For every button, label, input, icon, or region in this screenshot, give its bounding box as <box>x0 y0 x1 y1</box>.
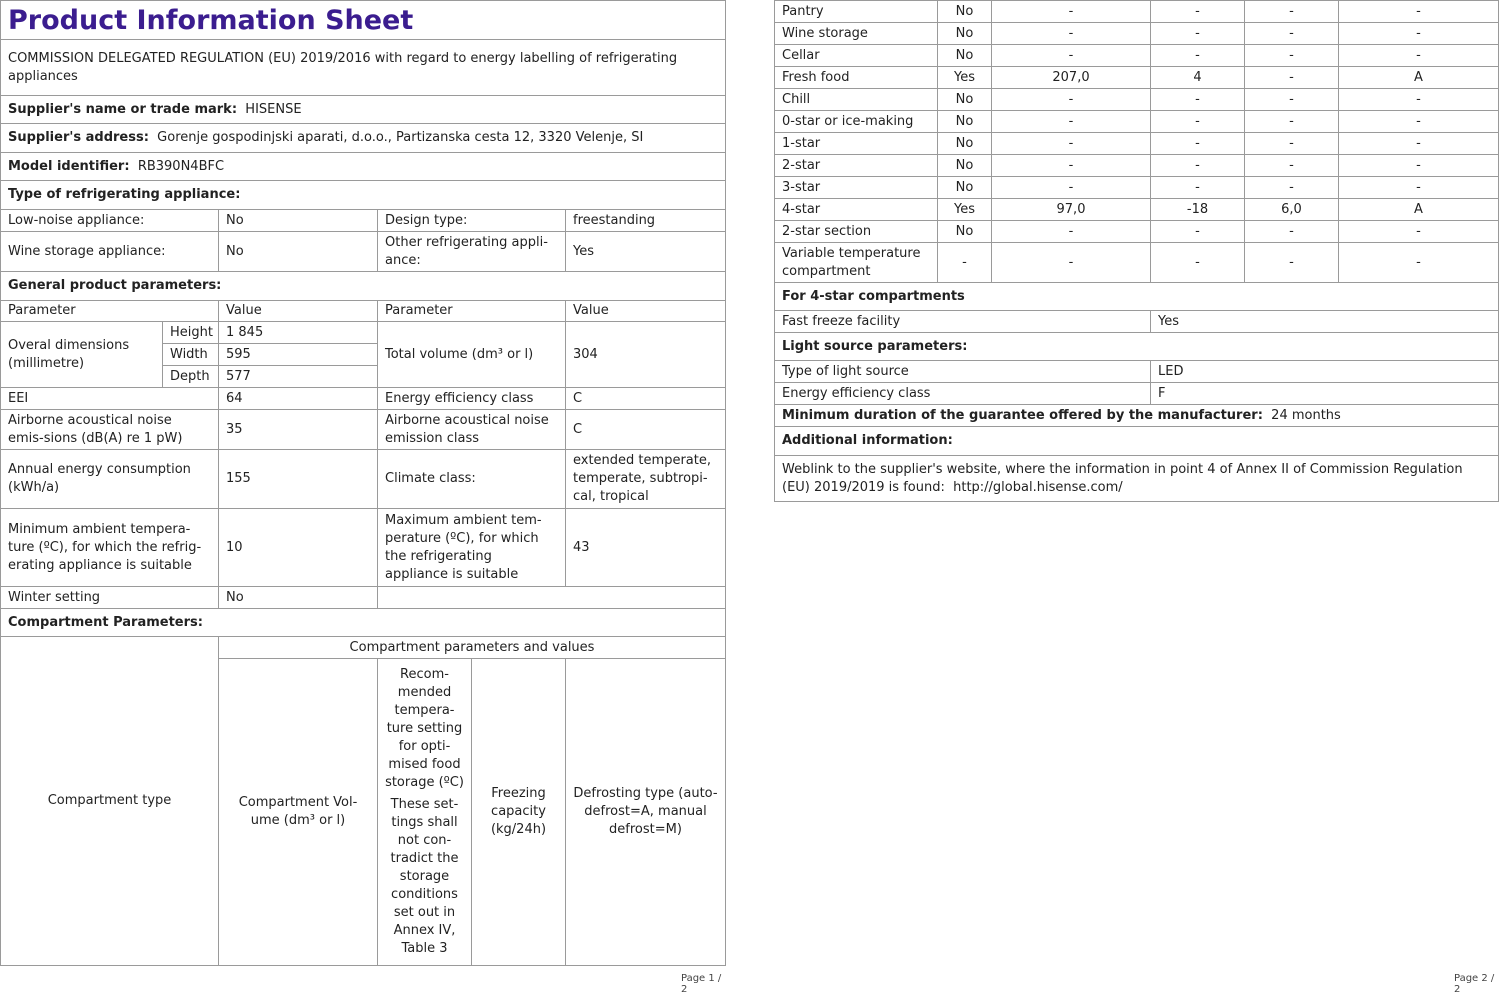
eec-label: Energy efficiency class <box>378 388 566 410</box>
compartment-freezing-cell: - <box>1245 221 1339 243</box>
compartment-group-header: Compartment parameters and values <box>219 637 726 659</box>
eei-label: EEI <box>1 388 219 410</box>
compartment-type-cell: Wine storage <box>775 23 938 45</box>
other-appliance-label: Other refrigerating appli-ance: <box>378 232 566 272</box>
total-volume-label: Total volume (dm³ or l) <box>378 322 566 388</box>
compartment-heading: Compartment Parameters: <box>1 609 726 637</box>
regulation-text: COMMISSION DELEGATED REGULATION (EU) 2019/2016 with regard to energy labelling of refrigerating appliances <box>1 40 726 96</box>
compartment-defrost-cell: - <box>1339 243 1499 283</box>
compartment-freezing-cell: - <box>1245 243 1339 283</box>
compartment-type-cell: Variable temperature compartment <box>775 243 938 283</box>
page-1 <box>0 0 726 995</box>
weblink-row <box>775 456 1499 502</box>
other-appliance-value: Yes <box>566 232 726 272</box>
light-type-value: LED <box>1151 361 1499 383</box>
low-noise-value: No <box>219 210 378 232</box>
compartment-present-cell: No <box>938 133 992 155</box>
supplier-name-value: HISENSE <box>245 101 302 117</box>
four-star-heading: For 4-star compartments <box>775 283 1499 311</box>
compartment-row <box>775 67 1499 89</box>
eec-value: C <box>566 388 726 410</box>
compartment-defrost-cell: A <box>1339 199 1499 221</box>
compartment-freezing-cell: - <box>1245 45 1339 67</box>
compartment-temp-cell: - <box>1151 45 1245 67</box>
compartment-volume-cell: - <box>992 111 1151 133</box>
supplier-name-row <box>1 96 726 124</box>
compartment-type-cell: Fresh food <box>775 67 938 89</box>
annual-energy-label: Annual energy consumption (kWh/a) <box>1 450 219 509</box>
fast-freeze-label: Fast freeze facility <box>775 311 1151 333</box>
value-header: Value <box>219 301 378 322</box>
compartment-volume-header: Compartment Vol-ume (dm³ or l) <box>219 659 378 966</box>
compartment-volume-cell: - <box>992 23 1151 45</box>
compartment-present-cell: No <box>938 89 992 111</box>
compartment-defrost-cell: - <box>1339 111 1499 133</box>
winter-setting-value: No <box>219 587 378 609</box>
compartment-row <box>775 177 1499 199</box>
weblink-label: Weblink to the supplier's website, where the information in point 4 of Annex II of Commission Regulation (EU) 2019/2019 is found: <box>782 461 1463 495</box>
compartment-row <box>775 221 1499 243</box>
additional-heading: Additional information: <box>775 427 1499 456</box>
depth-label: Depth <box>163 366 219 388</box>
climate-class-label: Climate class: <box>378 450 566 509</box>
page-number-2: Page 2 / 2 <box>1454 973 1495 995</box>
light-type-label: Type of light source <box>775 361 1151 383</box>
model-row <box>1 153 726 181</box>
compartment-freezing-cell: - <box>1245 1 1339 23</box>
compartment-row <box>775 1 1499 23</box>
compartment-present-cell: No <box>938 155 992 177</box>
page-title: Product Information Sheet <box>1 1 726 40</box>
light-heading: Light source parameters: <box>775 333 1499 361</box>
empty-cell <box>378 587 726 609</box>
supplier-address-row <box>1 124 726 153</box>
compartment-freezing-cell: - <box>1245 177 1339 199</box>
compartment-temp-cell: - <box>1151 221 1245 243</box>
sheet-table-page1 <box>0 0 726 966</box>
compartment-row <box>775 89 1499 111</box>
design-type-label: Design type: <box>378 210 566 232</box>
light-eec-value: F <box>1151 383 1499 405</box>
compartment-volume-cell: 97,0 <box>992 199 1151 221</box>
compartment-defrost-cell: - <box>1339 221 1499 243</box>
compartment-volume-cell: - <box>992 133 1151 155</box>
compartment-present-cell: No <box>938 177 992 199</box>
supplier-address-value: Gorenje gospodinjski aparati, d.o.o., Partizanska cesta 12, 3320 Velenje, SI <box>157 130 644 145</box>
guarantee-row <box>775 405 1499 427</box>
light-eec-label: Energy efficiency class <box>775 383 1151 405</box>
compartment-present-cell: - <box>938 243 992 283</box>
compartment-temp-cell: - <box>1151 133 1245 155</box>
compartment-row <box>775 243 1499 283</box>
compartment-row <box>775 111 1499 133</box>
compartment-volume-cell: - <box>992 155 1151 177</box>
guarantee-label: Minimum duration of the guarantee offered by the manufacturer: <box>782 407 1263 423</box>
general-heading: General product parameters: <box>1 272 726 301</box>
compartment-temp-cell: 4 <box>1151 67 1245 89</box>
min-ambient-label: Minimum ambient tempera-ture (ºC), for which the refrig-erating appliance is suitable <box>1 509 219 587</box>
compartment-defrost-cell: - <box>1339 1 1499 23</box>
compartment-volume-cell: - <box>992 243 1151 283</box>
compartment-type-cell: 1-star <box>775 133 938 155</box>
weblink-value[interactable]: http://global.hisense.com/ <box>953 479 1123 495</box>
width-value: 595 <box>219 344 378 366</box>
min-ambient-value: 10 <box>219 509 378 587</box>
type-heading: Type of refrigerating appliance: <box>1 181 726 210</box>
compartment-freezing-cell: - <box>1245 67 1339 89</box>
sheet-table-page2 <box>774 0 1499 502</box>
compartment-row <box>775 155 1499 177</box>
compartment-type-header: Compartment type <box>1 637 219 966</box>
compartment-freezing-cell: 6,0 <box>1245 199 1339 221</box>
max-ambient-label: Maximum ambient tem-perature (ºC), for which the refrigerating appliance is suitable <box>378 509 566 587</box>
climate-class-value: extended temperate, temperate, subtropi-cal, tropical <box>566 450 726 509</box>
recommended-temp-text: Recom-mended tempera-ture setting for opti-mised food storage (ºC) <box>385 667 464 790</box>
compartment-volume-cell: - <box>992 177 1151 199</box>
compartment-present-cell: Yes <box>938 199 992 221</box>
compartment-row <box>775 45 1499 67</box>
compartment-type-cell: 0-star or ice-making <box>775 111 938 133</box>
eei-value: 64 <box>219 388 378 410</box>
compartment-freezing-cell: - <box>1245 155 1339 177</box>
compartment-rows <box>775 1 1499 283</box>
compartment-volume-cell: - <box>992 89 1151 111</box>
model-label: Model identifier: <box>8 158 130 174</box>
compartment-row <box>775 133 1499 155</box>
compartment-type-cell: 2-star section <box>775 221 938 243</box>
param-header-2: Parameter <box>378 301 566 322</box>
compartment-type-cell: Pantry <box>775 1 938 23</box>
wine-storage-value: No <box>219 232 378 272</box>
width-label: Width <box>163 344 219 366</box>
compartment-defrost-cell: A <box>1339 67 1499 89</box>
compartment-defrost-cell: - <box>1339 89 1499 111</box>
page-number-1: Page 1 / 2 <box>681 973 722 995</box>
dimensions-label: Overal dimensions (millimetre) <box>1 322 163 388</box>
defrosting-type-header: Defrosting type (auto-defrost=A, manual defrost=M) <box>566 659 726 966</box>
compartment-type-cell: Chill <box>775 89 938 111</box>
winter-setting-label: Winter setting <box>1 587 219 609</box>
compartment-present-cell: Yes <box>938 67 992 89</box>
design-type-value: freestanding <box>566 210 726 232</box>
noise-class-value: C <box>566 410 726 450</box>
compartment-type-cell: 2-star <box>775 155 938 177</box>
compartment-freezing-cell: - <box>1245 89 1339 111</box>
fast-freeze-value: Yes <box>1151 311 1499 333</box>
compartment-defrost-cell: - <box>1339 45 1499 67</box>
recommended-temp-header <box>378 659 472 966</box>
freezing-capacity-header: Freezing capacity (kg/24h) <box>472 659 566 966</box>
compartment-temp-cell: - <box>1151 111 1245 133</box>
compartment-temp-cell: - <box>1151 177 1245 199</box>
compartment-volume-cell: - <box>992 1 1151 23</box>
compartment-volume-cell: - <box>992 221 1151 243</box>
wine-storage-label: Wine storage appliance: <box>1 232 219 272</box>
page-2 <box>774 0 1498 995</box>
recommended-temp-note: These set-tings shall not con-tradict the storage conditions set out in Annex IV, Table 3 <box>390 797 459 956</box>
low-noise-label: Low-noise appliance: <box>1 210 219 232</box>
annual-energy-value: 155 <box>219 450 378 509</box>
compartment-temp-cell: - <box>1151 89 1245 111</box>
guarantee-value: 24 months <box>1271 407 1341 423</box>
depth-value: 577 <box>219 366 378 388</box>
compartment-temp-cell: - <box>1151 243 1245 283</box>
compartment-defrost-cell: - <box>1339 155 1499 177</box>
supplier-name-label: Supplier's name or trade mark: <box>8 101 238 117</box>
compartment-present-cell: No <box>938 221 992 243</box>
compartment-present-cell: No <box>938 1 992 23</box>
compartment-type-cell: 4-star <box>775 199 938 221</box>
compartment-present-cell: No <box>938 45 992 67</box>
compartment-defrost-cell: - <box>1339 23 1499 45</box>
total-volume-value: 304 <box>566 322 726 388</box>
compartment-row <box>775 199 1499 221</box>
compartment-volume-cell: 207,0 <box>992 67 1151 89</box>
compartment-defrost-cell: - <box>1339 177 1499 199</box>
supplier-address-label: Supplier's address: <box>8 130 149 145</box>
compartment-type-cell: 3-star <box>775 177 938 199</box>
compartment-row <box>775 23 1499 45</box>
compartment-freezing-cell: - <box>1245 133 1339 155</box>
compartment-freezing-cell: - <box>1245 111 1339 133</box>
compartment-temp-cell: - <box>1151 155 1245 177</box>
noise-label: Airborne acoustical noise emis-sions (dB(A) re 1 pW) <box>1 410 219 450</box>
compartment-volume-cell: - <box>992 45 1151 67</box>
noise-value: 35 <box>219 410 378 450</box>
compartment-defrost-cell: - <box>1339 133 1499 155</box>
compartment-temp-cell: -18 <box>1151 199 1245 221</box>
compartment-temp-cell: - <box>1151 23 1245 45</box>
max-ambient-value: 43 <box>566 509 726 587</box>
height-label: Height <box>163 322 219 344</box>
compartment-present-cell: No <box>938 23 992 45</box>
compartment-present-cell: No <box>938 111 992 133</box>
model-value: RB390N4BFC <box>137 158 225 174</box>
compartment-type-cell: Cellar <box>775 45 938 67</box>
value-header-2: Value <box>566 301 726 322</box>
noise-class-label: Airborne acoustical noise emission class <box>378 410 566 450</box>
param-header: Parameter <box>1 301 219 322</box>
compartment-freezing-cell: - <box>1245 23 1339 45</box>
height-value: 1 845 <box>219 322 378 344</box>
compartment-temp-cell: - <box>1151 1 1245 23</box>
